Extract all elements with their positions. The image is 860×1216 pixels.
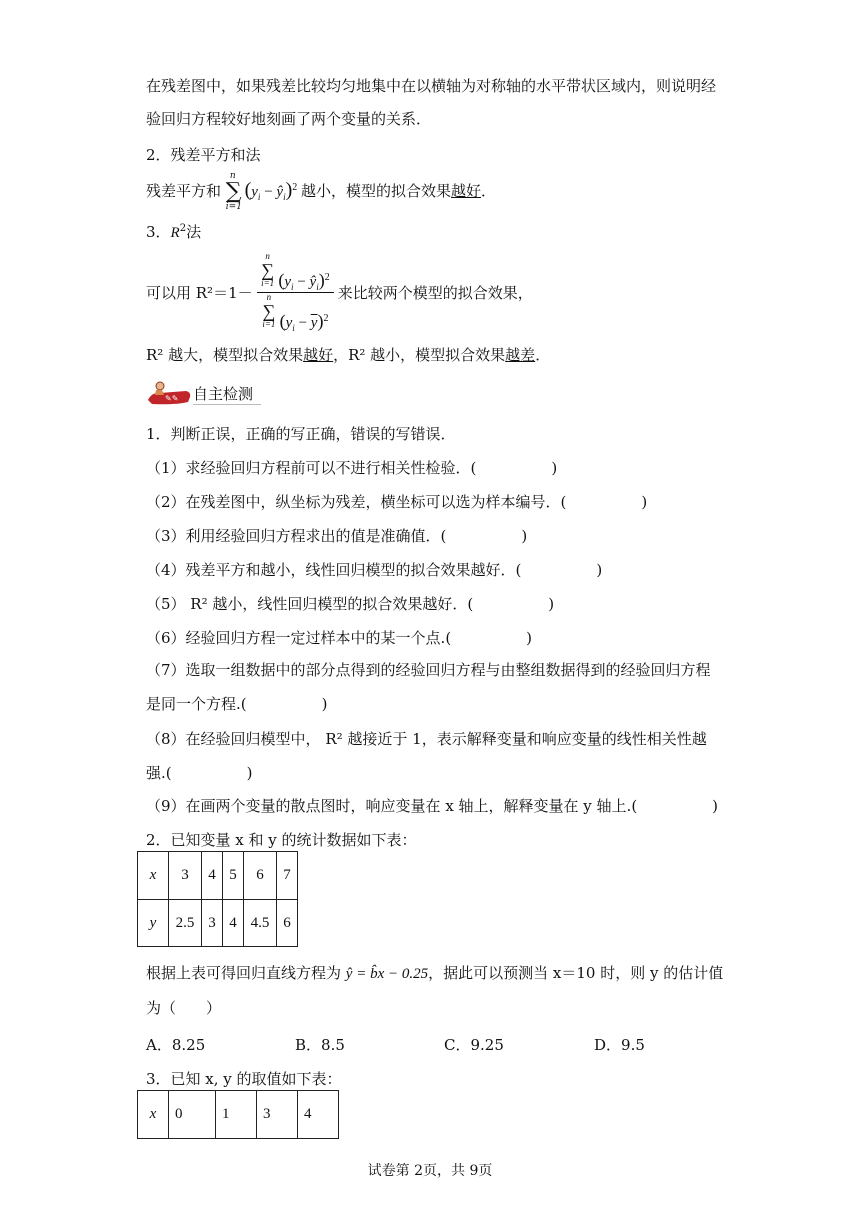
- svg-text:✎✎: ✎✎: [165, 394, 179, 403]
- table-cell: 4: [298, 1091, 339, 1139]
- q2-option-d[interactable]: D．9.5: [594, 1036, 645, 1054]
- q3-table: [137, 1090, 339, 1139]
- rss-prefix: 残差平方和: [146, 182, 222, 200]
- table-cell: 4: [223, 900, 244, 947]
- r2-heading-exp: 2: [179, 223, 187, 234]
- r2-formula-prefix: 可以用 R²＝1－: [146, 283, 253, 302]
- table-cell: 6: [244, 852, 277, 900]
- q2-text-a: 根据上表可得回归直线方程为: [146, 964, 342, 982]
- r2-conclusion: [146, 344, 550, 365]
- r2-numerator: n ∑ i=1 ($y_i$ − $ŷ_i)^2$: [257, 252, 334, 293]
- table-cell: x: [138, 852, 169, 900]
- r2-conclusion-emph1: 越好: [303, 346, 334, 364]
- rss-formula: ($y_i$ − $ŷ_i)^2$: [244, 179, 298, 202]
- rss-heading: 2．残差平方和法: [146, 146, 261, 164]
- section-badge-icon: [146, 378, 192, 406]
- r2-conclusion-b: ，R² 越小，模型拟合效果: [333, 346, 506, 364]
- q2-text-b: ，据此可以预测当 x＝10 时，则 y 的估计值: [428, 964, 724, 982]
- table-row: [138, 852, 298, 900]
- table-cell: 4: [202, 852, 223, 900]
- q1-item: （5） R² 越小，线性回归模型的拟合效果越好．( ): [146, 595, 555, 613]
- r2-heading: [146, 221, 201, 242]
- rss-suffix: 越小，模型的拟合效果: [301, 182, 452, 200]
- table-cell: 6: [277, 900, 298, 947]
- sum-symbol: n ∑ i=1: [225, 171, 242, 212]
- table-cell: 0: [169, 1091, 216, 1139]
- q2-stem: 2．已知变量 x 和 y 的统计数据如下表：: [146, 831, 417, 849]
- q1-item: （1）求经验回归方程前可以不进行相关性检验．( ): [146, 459, 558, 477]
- table-row: [138, 1091, 339, 1139]
- q1-stem: 1．判断正误，正确的写正确，错误的写错误．: [146, 425, 456, 443]
- table-cell: 5: [223, 852, 244, 900]
- table-cell: 7: [277, 852, 298, 900]
- q1-item: （8）在经验回归模型中， R² 越接近于 1，表示解释变量和响应变量的线性相关性越: [146, 730, 707, 748]
- q1-item: （3）利用经验回归方程求出的值是准确值．( ): [146, 527, 528, 545]
- r2-conclusion-end: ．: [535, 346, 551, 364]
- intro-line-2: 验回归方程较好地刻画了两个变量的关系．: [146, 110, 432, 128]
- q3-stem: 3．已知 x, y 的取值如下表：: [146, 1070, 342, 1088]
- q2-equation: ŷ = b̂x − 0.25: [345, 966, 429, 982]
- r2-conclusion-emph2: 越差: [505, 346, 536, 364]
- q2-option-a[interactable]: A．8.25: [146, 1036, 206, 1054]
- r2-heading-num: 3．: [146, 223, 171, 241]
- page-footer: 试卷第 2页，共 9页: [367, 1163, 493, 1179]
- table-cell: 1: [216, 1091, 257, 1139]
- table-cell: x: [138, 1091, 169, 1139]
- intro-line-1: 在残差图中，如果残差比较均匀地集中在以横轴为对称轴的水平带状区域内，则说明经: [146, 77, 717, 95]
- table-cell: 3: [202, 900, 223, 947]
- q1-item: （9）在画两个变量的散点图时，响应变量在 x 轴上，解释变量在 y 轴上.( ): [146, 797, 719, 815]
- r2-formula-suffix: 来比较两个模型的拟合效果，: [337, 283, 533, 302]
- q2-text-line: [146, 962, 723, 983]
- table-cell: y: [138, 900, 169, 947]
- table-cell: 4.5: [244, 900, 277, 947]
- q1-item: （6）经验回归方程一定过样本中的某一个点.( ): [146, 629, 533, 647]
- q2-option-b[interactable]: B．8.5: [295, 1036, 345, 1054]
- section-title: 自主检测: [193, 383, 261, 405]
- q1-item: （2）在残差图中，纵坐标为残差，横坐标可以选为样本编号．( ): [146, 493, 648, 511]
- q1-item: 强.( ): [146, 764, 253, 782]
- q1-item: （7）选取一组数据中的部分点得到的经验回归方程与由整组数据得到的经验回归方程: [146, 661, 711, 679]
- rss-end: ．: [481, 182, 497, 200]
- table-cell: 2.5: [169, 900, 202, 947]
- rss-emph: 越好: [451, 182, 482, 200]
- table-cell: 3: [169, 852, 202, 900]
- r2-heading-r: R: [170, 225, 180, 241]
- rss-line: [146, 172, 496, 212]
- r2-heading-text: 法: [186, 223, 202, 241]
- q1-item: （4）残差平方和越小，线性回归模型的拟合效果越好．( ): [146, 561, 603, 579]
- q2-table: [137, 851, 298, 947]
- q2-option-c[interactable]: C．9.25: [444, 1036, 504, 1054]
- table-row: [138, 900, 298, 947]
- q2-text-c: 为（ ）: [146, 999, 222, 1017]
- r2-fraction: [257, 252, 334, 333]
- table-cell: 3: [257, 1091, 298, 1139]
- q1-item: 是同一个方程.( ): [146, 695, 328, 713]
- r2-denominator: n ∑ i=1 $(y_i - \overline{y})^2$: [262, 291, 329, 333]
- r2-formula-line: [146, 252, 533, 332]
- r2-conclusion-a: R² 越大，模型拟合效果: [146, 346, 304, 364]
